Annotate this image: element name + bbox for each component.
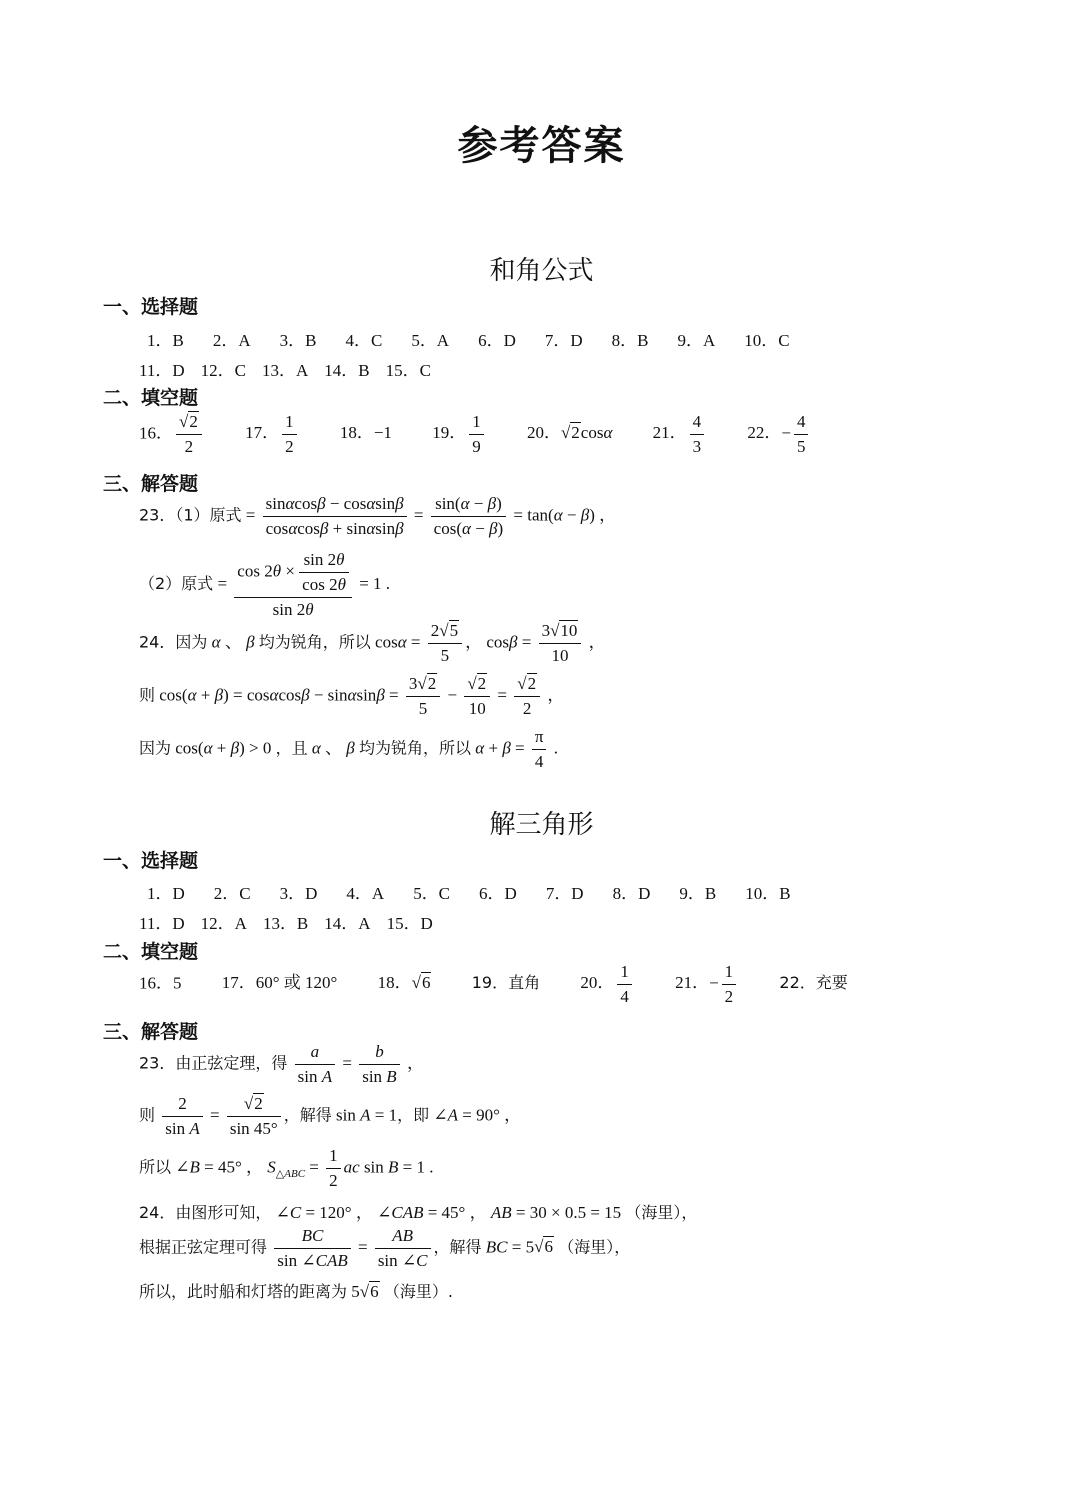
part-solution-heading: 三、解答题 (103, 473, 199, 495)
answer-label: 20． (580, 973, 615, 993)
solution-24-line1: 24．由图形可知， ∠C = 120° ， ∠CAB = 45° ， AB = 30 × 0.5 = 15 （海里）， (139, 1203, 698, 1222)
solution-24-line3: 所以，此时船和灯塔的距离为 5√6 （海里）. (139, 1282, 453, 1301)
answer-item: 3．D (279, 884, 318, 903)
fraction: $\frac{1}{2}$ (282, 412, 297, 457)
answer-item: 4．A (346, 884, 385, 903)
choice-answers-row (147, 326, 819, 351)
math-expression: √2cosα (560, 423, 613, 443)
answer-item: 10．C (744, 331, 790, 350)
part-fill-heading: 二、填空题 (103, 387, 199, 409)
solution-23-line2: 则 $\frac{2}{\text{sin A}}$ = $\frac{√2}{\sin 45^\circ}$ ，解得 sin A = 1，即 ∠A = 90° ， (139, 1094, 522, 1138)
answer-item: 5．C (413, 884, 451, 903)
choice-answers-row (147, 879, 820, 904)
answer-item: 12．A (200, 914, 247, 933)
answer-item: 14．A (324, 914, 371, 933)
fraction: $\frac{1}{9}$ (469, 412, 484, 457)
answer-label: 17． (245, 423, 280, 443)
answer-item: 9．A (677, 331, 716, 350)
solution-24-line2: 则 cos(α + β) = cosαcosβ − sinαsinβ = $\frac{3√2}{5}$ − $\frac{√2}{10}$ = $\frac{√2}{2}$ ， (139, 674, 565, 718)
answer-label: 21． (675, 973, 710, 993)
answer-label: 17．60° 或 120° (221, 973, 338, 993)
solution-24-line2: 根据正弦定理可得 $\frac{BC}{\text{sin ∠CAB}}$ = $\frac{AB}{\sin \angle C}$ ，解得 BC = 5√6 （海里）， (139, 1226, 631, 1270)
solution-24-line1: 24．因为 α 、 β 均为锐角，所以 cosα = $\frac{2√5}{5}$ ， cosβ = $\frac{3√10}{10}$ ， (139, 621, 606, 665)
answer-label: 22． (747, 423, 782, 443)
answer-item: 10．B (745, 884, 791, 903)
choice-answers-row (139, 356, 460, 381)
fraction: $\frac{4}{3}$ (690, 412, 705, 457)
answer-label: 21． (652, 423, 687, 443)
solution-23-line3: 所以 ∠B = 45° ， $S_{\triangle ABC}$ = $\frac{1}{2}$ ac sin B = 1 . (139, 1146, 434, 1190)
answer-item: 6．D (478, 331, 516, 350)
part-solution-heading: 三、解答题 (103, 1021, 199, 1043)
fraction: $\frac{1}{2}$ (722, 962, 737, 1007)
answer-item: 13．A (262, 361, 309, 380)
fill-answers-row: 16．5 17．60° 或 120° 18．√6 19．直角 20． $\frac{1}{4}$ 21．− $\frac{1}{2}$ 22．充要 (139, 962, 848, 1006)
part-choice-heading: 一、选择题 (103, 850, 199, 872)
solution-23-line1: 23．由正弦定理，得 $\frac{a}{\text{sin A}}$ = $\frac{b}{\text{sin B}}$ ， (139, 1042, 424, 1086)
answer-label: 16． (139, 423, 173, 443)
section-title-sum-angle: 和角公式 (489, 256, 594, 286)
answer-label: 19．直角 (471, 973, 541, 993)
solution-24-line3: 因为 cos(α + β) > 0 ，且 α 、 β 均为锐角，所以 α + β = $\frac{\pi}{4}$ . (139, 727, 558, 771)
answer-item: 9．B (679, 884, 717, 903)
answer-label: 18．−1 (339, 423, 392, 443)
answer-item: 4．C (345, 331, 383, 350)
answer-item: 15．C (385, 361, 431, 380)
answer-item: 7．D (545, 884, 584, 903)
answer-item: 7．D (544, 331, 583, 350)
answer-item: 2．A (212, 331, 251, 350)
fill-answers-row: 16． $\frac{√2}{2}$ 17． $\frac{1}{2}$ 18．−1 19． $\frac{1}{9}$ 20．√2cosα 21． $\frac{4}{3}$ 22．− $\frac{4}{5}$ (139, 412, 811, 457)
part-choice-heading: 一、选择题 (103, 296, 199, 318)
answer-item: 1．D (147, 884, 185, 903)
choice-answers-row (139, 909, 462, 934)
page-title: 参考答案 (457, 122, 626, 169)
fraction: $\frac{4}{5}$ (794, 412, 809, 457)
answer-item: 8．B (611, 331, 649, 350)
solution-23-1: 23．（1）原式 = $\frac{\sin\alpha\cos\beta - \cos\alpha\sin\beta}{\cos\alpha\cos\beta + \sin\alpha\sin\beta}$ = $\frac{\sin(\alpha - \beta)}{\cos(\alpha - \beta)}$ = tan(α − β) ， (139, 494, 617, 538)
solution-23-2: （2）原式 = cos 2θ × $\frac{\sin 2\theta}{\cos 2\theta}$ sin 2θ = 1 . (139, 550, 391, 619)
answer-item: 6．D (479, 884, 517, 903)
answer-item: 1．B (147, 331, 184, 350)
answer-item: 11．D (139, 361, 185, 380)
answer-label: 16．5 (139, 973, 182, 993)
answer-label: 22．充要 (779, 973, 848, 993)
math-expression: √6 (411, 973, 431, 993)
fraction: $\frac{1}{4}$ (617, 962, 632, 1007)
answer-item: 12．C (200, 361, 246, 380)
fraction: $\frac{√2}{2}$ (176, 412, 202, 457)
answer-item: 5．A (411, 331, 450, 350)
answer-label: 18． (377, 973, 412, 993)
section-title-triangle: 解三角形 (489, 810, 594, 840)
answer-item: 15．D (386, 914, 433, 933)
answer-item: 3．B (279, 331, 317, 350)
answer-item: 14．B (324, 361, 370, 380)
answer-label: 20． (526, 423, 561, 443)
answer-item: 8．D (612, 884, 651, 903)
part-fill-heading: 二、填空题 (103, 941, 199, 963)
answer-label: 19． (432, 423, 467, 443)
answer-item: 11．D (139, 914, 185, 933)
answer-item: 2．C (213, 884, 251, 903)
answer-item: 13．B (262, 914, 309, 933)
